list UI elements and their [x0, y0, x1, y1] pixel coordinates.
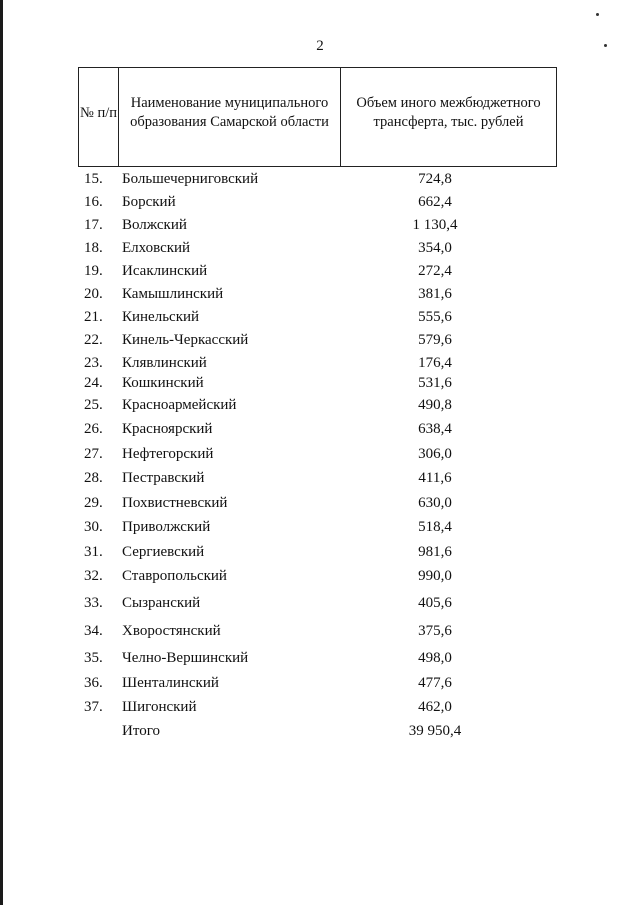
row-amount: 990,0 [418, 568, 452, 584]
table-row [0, 215, 640, 235]
table-row [0, 493, 640, 513]
row-municipality-name: Красноармейский [122, 397, 237, 413]
row-number: 26. [84, 421, 103, 437]
row-municipality-name: Сергиевский [122, 544, 205, 560]
row-amount: 375,6 [418, 623, 452, 639]
header-num-cell: № п/п [79, 68, 119, 166]
row-number: 32. [84, 568, 103, 584]
row-municipality-name: Камышлинский [122, 286, 224, 302]
table-row [0, 697, 640, 717]
row-municipality-name: Хворостянский [122, 623, 221, 639]
row-number: 30. [84, 519, 103, 535]
row-number: 19. [84, 263, 103, 279]
row-municipality-name: Волжский [122, 217, 187, 233]
row-number: 17. [84, 217, 103, 233]
row-number: 15. [84, 171, 103, 187]
row-number: 23. [84, 355, 103, 371]
table-row [0, 261, 640, 281]
row-amount: 662,4 [418, 194, 452, 210]
row-number: 36. [84, 675, 103, 691]
row-municipality-name: Похвистневский [122, 495, 228, 511]
row-amount: 638,4 [418, 421, 452, 437]
row-municipality-name: Кинельский [122, 309, 200, 325]
table-row [0, 648, 640, 668]
row-number: 21. [84, 309, 103, 325]
total-amount: 39 950,4 [408, 723, 462, 739]
table-row [0, 542, 640, 562]
row-number: 35. [84, 650, 103, 666]
row-amount: 381,6 [418, 286, 452, 302]
row-number: 37. [84, 699, 103, 715]
row-municipality-name: Ставропольский [122, 568, 227, 584]
row-number: 27. [84, 446, 103, 462]
row-number: 20. [84, 286, 103, 302]
row-number: 16. [84, 194, 103, 210]
header-name-cell: Наименование муниципального образования Самарской области [119, 68, 341, 166]
table-row [0, 517, 640, 537]
row-municipality-name: Пестравский [122, 470, 205, 486]
row-amount: 306,0 [418, 446, 452, 462]
table-row [0, 395, 640, 415]
table-row [0, 192, 640, 212]
row-municipality-name: Шенталинский [122, 675, 219, 691]
row-amount: 1 130,4 [412, 217, 458, 233]
page-number: 2 [316, 38, 324, 54]
row-amount: 630,0 [418, 495, 452, 511]
row-number: 24. [84, 375, 103, 391]
row-amount: 490,8 [418, 397, 452, 413]
row-municipality-name: Приволжский [122, 519, 211, 535]
row-municipality-name: Клявлинский [122, 355, 207, 371]
table-row [0, 566, 640, 586]
row-amount: 405,6 [418, 595, 452, 611]
row-amount: 724,8 [418, 171, 452, 187]
table-row [0, 284, 640, 304]
row-amount: 477,6 [418, 675, 452, 691]
total-row [0, 721, 640, 741]
row-amount: 579,6 [418, 332, 452, 348]
row-municipality-name: Борский [122, 194, 176, 210]
row-number: 25. [84, 397, 103, 413]
table-row [0, 307, 640, 327]
row-municipality-name: Шигонский [122, 699, 197, 715]
table-row [0, 169, 640, 189]
row-amount: 981,6 [418, 544, 452, 560]
row-amount: 531,6 [418, 375, 452, 391]
row-number: 31. [84, 544, 103, 560]
row-municipality-name: Красноярский [122, 421, 213, 437]
scan-speck [596, 13, 599, 16]
row-municipality-name: Елховский [122, 240, 191, 256]
row-amount: 272,4 [418, 263, 452, 279]
table-row [0, 238, 640, 258]
row-amount: 498,0 [418, 650, 452, 666]
row-municipality-name: Кошкинский [122, 375, 204, 391]
table-row [0, 444, 640, 464]
row-number: 29. [84, 495, 103, 511]
row-municipality-name: Исаклинский [122, 263, 208, 279]
row-amount: 411,6 [418, 470, 452, 486]
row-amount: 518,4 [418, 519, 452, 535]
row-municipality-name: Большечерниговский [122, 171, 259, 187]
row-number: 34. [84, 623, 103, 639]
header-amount-cell: Объем иного межбюджетного трансферта, тыс. рублей [356, 95, 541, 130]
row-municipality-name: Челно-Вершинский [122, 650, 249, 666]
row-municipality-name: Сызранский [122, 595, 201, 611]
total-label: Итого [122, 723, 160, 739]
row-municipality-name: Кинель-Черкасский [122, 332, 249, 348]
row-amount: 354,0 [418, 240, 452, 256]
row-amount: 555,6 [418, 309, 452, 325]
table-row [0, 673, 640, 693]
row-number: 18. [84, 240, 103, 256]
table-row [0, 330, 640, 350]
row-amount: 462,0 [418, 699, 452, 715]
table-row [0, 419, 640, 439]
table-row [0, 373, 640, 393]
table-row [0, 621, 640, 641]
table-row [0, 593, 640, 613]
table-row [0, 468, 640, 488]
table-header [78, 67, 557, 167]
row-amount: 176,4 [418, 355, 452, 371]
row-number: 33. [84, 595, 103, 611]
row-number: 22. [84, 332, 103, 348]
row-municipality-name: Нефтегорский [122, 446, 214, 462]
row-number: 28. [84, 470, 103, 486]
table-row [0, 353, 640, 373]
